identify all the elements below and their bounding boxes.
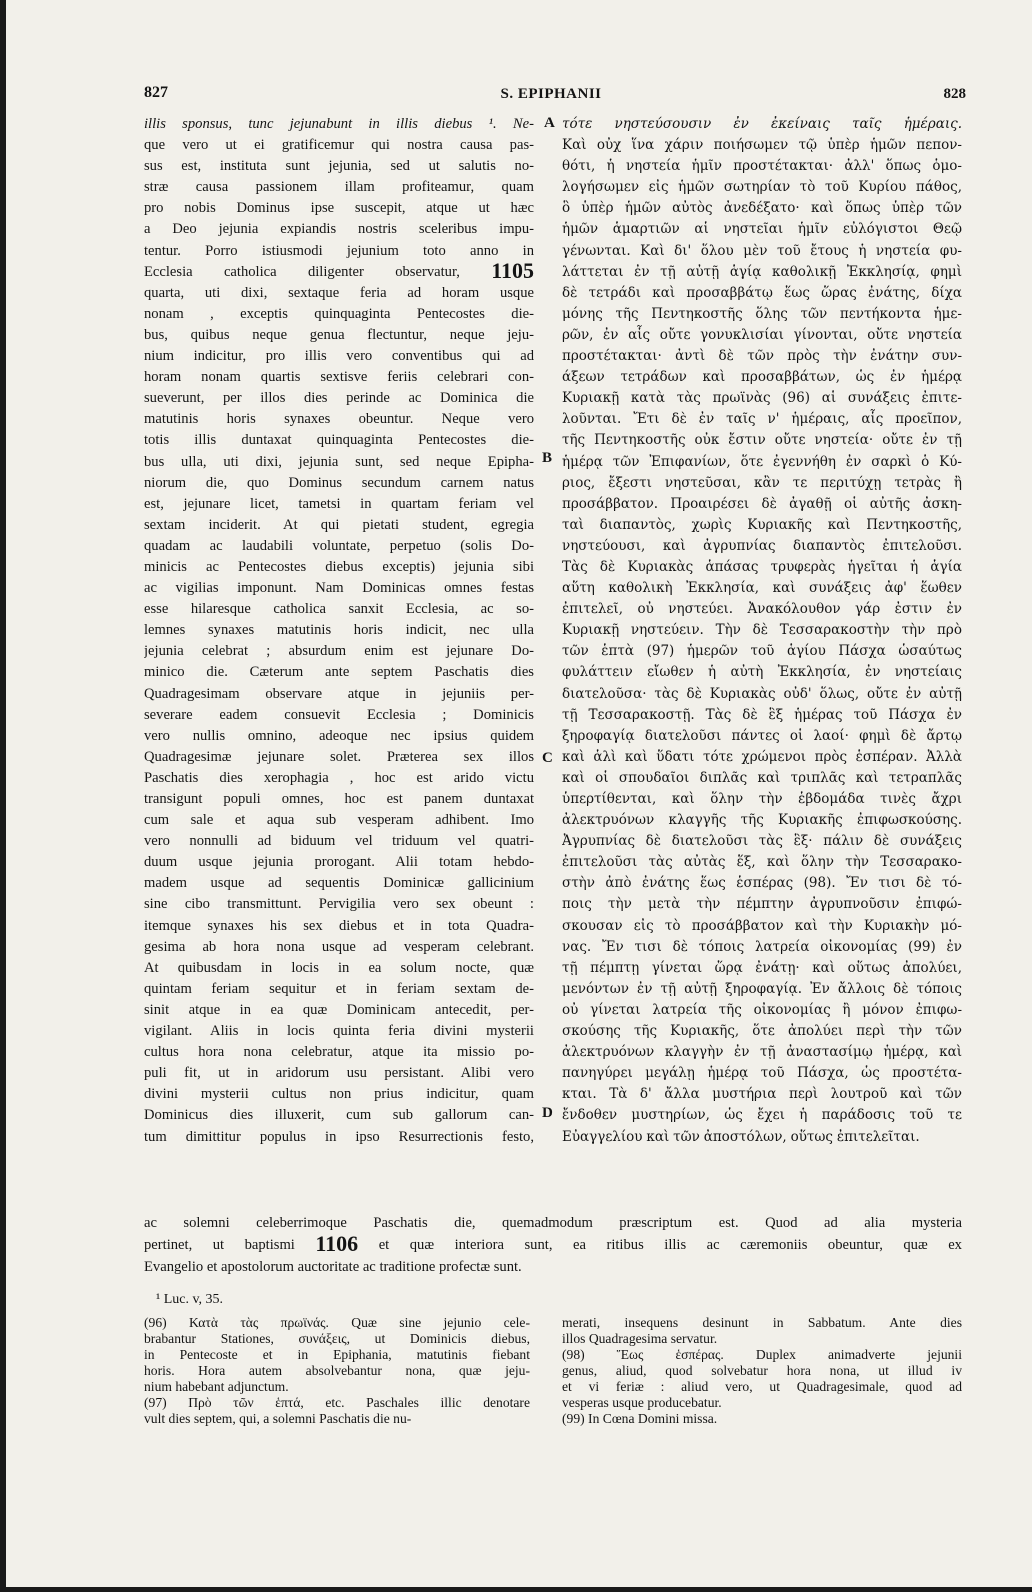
text-line: quarta, uti dixi, sextaque feria ad horam usque bbox=[144, 284, 534, 301]
text-line: δὲ τετράδι καὶ προσαββάτῳ ἕως ὥρας ἐνάτης, δίχα bbox=[562, 284, 962, 301]
text-line: (96) Κατὰ τὰς πρωϊνάς. Quæ sine jejunio cele- bbox=[144, 1315, 530, 1330]
text-line: sueverunt, per illos dies perinde ac Dominica die bbox=[144, 390, 534, 407]
text-line: Τὰς δὲ Κυριακὰς ἁπάσας τρυφερὰς ἡγεῖται ἡ ἁγία bbox=[562, 558, 962, 575]
conclusion-line bbox=[144, 1234, 962, 1256]
column-number-1105: 1105 bbox=[491, 261, 534, 283]
text-line: nium indicitur, pro illis vero conventibus qui ad bbox=[144, 348, 534, 365]
text-line: διατελοῦσα· τὰς δὲ Κυριακὰς οὐδ' ὅλως, οὔτε ἐν αὐτῇ bbox=[562, 685, 962, 702]
text-line: ἀλεκτρυόνων κλαγγὴν ἐν τῇ ἀναστασίμῳ ἡμέρᾳ, καὶ bbox=[562, 1044, 962, 1061]
text-line: φυλάττειν εἴωθεν ἡ αὐτὴ Ἐκκλησία, ἐν νηστείαις bbox=[562, 664, 962, 681]
editor-notes-right bbox=[562, 1315, 962, 1427]
running-header bbox=[136, 84, 966, 110]
text-line: minicis ac Pentecostes diebus exceptis) jejunia sibi bbox=[144, 558, 534, 575]
text-line: προσάββατον. Προαιρέσει δὲ ἀγαθῇ οἱ αὐτῆς ἀσκη- bbox=[562, 495, 962, 512]
section-marker-a: A bbox=[544, 115, 555, 131]
text-line: horam nonam quartis sextisve feriis celebrari con- bbox=[144, 369, 534, 386]
text-line: μόνης τῆς Πεντηκοστῆς ὅλης τῶν πεντήκοντα ἡμε- bbox=[562, 305, 962, 322]
text-line: bus, quibus neque genua flectuntur, neque jeju- bbox=[144, 326, 534, 343]
scripture-footnote: ¹ Luc. v, 35. bbox=[156, 1292, 224, 1307]
text-line: madem usque ad sequentis Dominicæ gallicinium bbox=[144, 875, 534, 892]
conclusion-text: pertinet, ut baptismi bbox=[144, 1237, 295, 1253]
text-line: στὴν ἀπὸ ἐνάτης ἕως ἑσπέρας (98). Ἔν τισι δὲ τό- bbox=[562, 875, 962, 892]
text-line: divini mysterii cultus non prius indicitur, quam bbox=[144, 1086, 534, 1103]
text-line: Quadragesimæ jejunare solet. Præterea sex illos bbox=[144, 748, 534, 765]
text-line: itemque synaxes his sex diebus et in tota Quadra- bbox=[144, 917, 534, 934]
text-line: νας. Ἔν τισι δὲ τόποις λατρεία οἰκονομίας (99) ἐν bbox=[562, 938, 962, 955]
text-line: Κυριακῇ νηστεύειν. Τὴν δὲ Τεσσαρακοστὴν τὴν πρὸ bbox=[562, 622, 962, 639]
text-line: ἀλεκτρυόνων κλαγγῆς τῆς Κυριακῆς ἐπιφωσκούσης. bbox=[562, 812, 962, 829]
text-line: in Pentecoste et in Epiphania, matutinis fiebant bbox=[144, 1347, 530, 1362]
text-line: Εὐαγγελίου καὶ τῶν ἀποστόλων, οὕτως ἐπιτελεῖται. bbox=[562, 1128, 920, 1145]
conclusion-text: et quæ interiora sunt, ea ritibus illis ac cæremoniis obeuntur, quæ ex bbox=[378, 1237, 962, 1253]
section-marker-d: D bbox=[542, 1105, 553, 1121]
text-line: a Deo jejunia expiandis nostris sceleribus impu- bbox=[144, 221, 534, 238]
conclusion-line: ac solemni celeberrimoque Paschatis die, quemadmodum præscriptum est. Quod ad alia mysteria bbox=[144, 1215, 962, 1231]
text-line: ταὶ διαπαντὸς, χωρὶς Κυριακῆς καὶ Πεντηκοστῆς, bbox=[562, 516, 962, 533]
text-line: ξηροφαγίᾳ διατελοῦσι πάντες οἱ λαοί· φημὶ δὲ ἄρτῳ bbox=[562, 727, 962, 744]
text-line: puli fit, ut in aridorum usu persistant. Alibi vero bbox=[144, 1065, 534, 1082]
text-line: illis sponsus, tunc jejunabunt in illis diebus ¹. Ne- bbox=[144, 116, 534, 132]
editor-notes-left bbox=[144, 1315, 530, 1427]
text-line: vesperas usque producebatur. bbox=[562, 1395, 722, 1410]
text-line: ρῶν, ἐν αἷς οὔτε γονυκλισίαι γίνονται, οὔτε νηστεία bbox=[562, 326, 962, 343]
text-line: et vi feriæ : aliud vero, ut Quadragesimale, quod ad bbox=[562, 1379, 962, 1394]
text-line: Καὶ οὐχ ἵνα χάριν ποιήσωμεν τῷ ὑπὲρ ἡμῶν πεπον- bbox=[562, 137, 962, 154]
text-line: genus, aliud, quod solvebatur hora nona, ut illud iv bbox=[562, 1363, 962, 1378]
text-line: totis illis duntaxat quinquaginta Pentecostes die- bbox=[144, 432, 534, 449]
text-line: σκουσαν εἰς τὸ προσάββατον καὶ τὴν Κυριακὴν μό- bbox=[562, 917, 962, 934]
text-line: jejunia celebrat ; absurdum enim est jejunare Do- bbox=[144, 643, 534, 660]
text-line: καὶ ἁλὶ καὶ ὕδατι τότε χρώμενοι πρὸς ἑσπέραν. Ἀλλὰ bbox=[562, 748, 962, 765]
text-line: lemnes synaxes matutinis horis indicit, nec ulla bbox=[144, 622, 534, 639]
text-line: vero nonnulli ad biduum vel triduum vel quatri- bbox=[144, 833, 534, 850]
text-line: pro nobis Dominus ipse suscepit, atque ut hæc bbox=[144, 200, 534, 217]
text-line: sine cibo transmittunt. Pervigilia vero sex obeunt : bbox=[144, 896, 534, 913]
text-line: illos Quadragesima servatur. bbox=[562, 1331, 718, 1346]
text-line: άξεων τετράδων καὶ προσαββάτων, ὡς ἐν ἡμέρᾳ bbox=[562, 369, 962, 386]
text-line: transigunt populi omnes, hoc est panem duntaxat bbox=[144, 791, 534, 807]
text-line: quadam ac laudabili voluntate, perpetuo (solis Do- bbox=[144, 537, 534, 554]
text-line: ἡμέρᾳ τῶν Ἐπιφανίων, ὅτε ἐγεννήθη ἐν σαρκὶ ὁ Κύ- bbox=[562, 453, 962, 470]
text-line: νηστεύουσι, καὶ ἀγρυπνίας διαπαντὸς ἐπιτελοῦσι. bbox=[562, 537, 962, 554]
text-line: λάττεται ἐν τῇ αὐτῇ ἁγίᾳ καθολικῇ Ἐκκλησίᾳ, φημὶ bbox=[562, 263, 962, 280]
text-line: γένωνται. Καὶ δι' ὅλου μὲν τοῦ ἔτους ἡ νηστεία φυ- bbox=[562, 242, 962, 259]
text-line: vero nullis omnino, adeoque nec ipsius quidem bbox=[144, 727, 534, 744]
text-line: cum sale et aqua sub vesperam adhibent. Imo bbox=[144, 812, 534, 829]
text-line: niorum die, quo Dominus secundum carnem natus bbox=[144, 474, 534, 491]
text-line: καὶ οἱ σπουδαῖοι διπλᾶς καὶ τριπλᾶς καὶ τετραπλᾶς bbox=[562, 769, 962, 786]
text-line: ἔνδοθεν μυστηρίων, ὡς ἔχει ἡ παράδοσις τοῦ τε bbox=[562, 1107, 962, 1124]
text-line: duum usque jejunia prorogant. Alii totam hebdo- bbox=[144, 854, 534, 871]
text-line: τῇ Τεσσαρακοστῇ. Τὰς δὲ ἓξ ἡμέρας τοῦ Πάσχα ἐν bbox=[562, 706, 962, 723]
text-line: bus ulla, uti dixi, jejunia sunt, sed neque Epipha- bbox=[144, 453, 534, 470]
text-line: stræ causa passionem illam profiteamur, quam bbox=[144, 179, 534, 196]
section-marker-c: C bbox=[542, 750, 553, 766]
text-line: τῇ πέμπτῃ γίνεται ὥρᾳ ἐνάτῃ· καὶ οὕτως ἀπολύει, bbox=[562, 959, 962, 976]
text-line: (98) Ἕως ἑσπέρας. Duplex animadverte jejunii bbox=[562, 1347, 962, 1362]
text-line: Quadragesimam observare atque in jejuniis per- bbox=[144, 685, 534, 702]
text-line: τῶν ἑπτὰ (97) ἡμερῶν τοῦ ἁγίου Πάσχα ὡσαύτως bbox=[562, 643, 962, 660]
text-line: que vero ut ei gratificemur qui nostra causa pas- bbox=[144, 137, 534, 154]
text-line-part: Ecclesia catholica diligenter observatur, bbox=[144, 263, 460, 280]
full-width-conclusion bbox=[144, 1212, 962, 1278]
text-line: esse hilaresque catholica sanxit Ecclesia, ac so- bbox=[144, 601, 534, 618]
greek-column bbox=[562, 114, 962, 1148]
text-line: sextam inciderit. At qui pietati student, egregia bbox=[144, 516, 534, 533]
text-line: matutinis horis synaxes obeuntur. Neque vero bbox=[144, 411, 534, 428]
text-line: σκούσης τῆς Κυριακῆς, ὅτε ἀπολύει περὶ τὴν τῶν bbox=[562, 1023, 962, 1040]
text-line: τῆς Πεντηκοστῆς οὐκ ἔστιν οὔτε νηστεία· οὔτε ἐν τῇ bbox=[562, 432, 962, 449]
text-line: brabantur Stationes, συνάξεις, ut Dominicis diebus, bbox=[144, 1331, 530, 1346]
text-line: ἐπιτελεῖ, οὐ νηστεύει. Ἀνακόλουθον γάρ ἐστιν ἐν bbox=[562, 601, 962, 618]
text-line: οὐ γίνεται λατρεία τῆς οἰκονομίας ἢ μόνον ἐπιφω- bbox=[562, 1001, 962, 1018]
text-line: μενόντων ἐν τῇ αὐτῇ ξηροφαγίᾳ. Ἐν ἄλλοις δὲ τόποις bbox=[562, 980, 962, 997]
text-line: ριος, ἔξεστι νηστεῦσαι, κἂν τε περιτύχῃ τετρὰς ἢ bbox=[562, 474, 962, 491]
text-line: est, jejunare licet, tametsi in quartam feriam vel bbox=[144, 495, 534, 512]
text-line: ἐπιτελοῦσι τὰς αὐτὰς ἕξ, καὶ ὅλην τὴν Τεσσαρακο- bbox=[562, 854, 962, 871]
text-line: Ἀγρυπνίας δὲ διατελοῦσι τὰς ἓξ· πάλιν δὲ συνάξεις bbox=[562, 833, 962, 850]
text-line: πανηγύρει μεγάλῃ ἡμέρᾳ τοῦ Πάσχα, ὡς προστέτα- bbox=[562, 1065, 962, 1082]
text-line: horis. Hora autem absolvebantur nona, quæ jeju- bbox=[144, 1363, 530, 1378]
text-line: τότε νηστεύσουσιν ἐν ἐκείναις ταῖς ἡμέραις. bbox=[562, 116, 962, 132]
text-line: cultus hora nona celebratur, atque ita missio po- bbox=[144, 1044, 534, 1061]
text-line: κται. Τὰ δ' ἄλλα μυστήρια περὶ λουτροῦ καὶ τῶν bbox=[562, 1086, 962, 1103]
column-number-1106: 1106 bbox=[315, 1234, 359, 1256]
text-line: Κυριακῇ κατὰ τὰς πρωϊνὰς (96) αἱ συνάξεις ἐπιτε- bbox=[562, 390, 962, 407]
text-line: minico die. Cæterum ante septem Paschatis dies bbox=[144, 664, 534, 681]
conclusion-line: Evangelio et apostolorum auctoritate ac traditione profectæ sunt. bbox=[144, 1259, 522, 1275]
running-title: S. EPIPHANII bbox=[500, 86, 602, 102]
text-line: nonam , exceptis quinquaginta Pentecostes die- bbox=[144, 305, 534, 322]
page-number-left: 827 bbox=[144, 84, 168, 101]
text-line: ὑπερτίθενται, καὶ ὅλην τὴν ἑβδομάδα τινὲς ἄχρι bbox=[562, 791, 962, 807]
text-line: ac vigilias imponunt. Nam Dominicas omnes festas bbox=[144, 580, 534, 597]
text-line: sinit atque in ea quæ Dominicam antecedit, per- bbox=[144, 1001, 534, 1018]
text-line: Dominicus dies illuxerit, cum sub gallorum can- bbox=[144, 1107, 534, 1124]
text-line: θότι, ἡ νηστεία ἡμῖν προστέτακται· ἀλλ' ὅπως ὁμο- bbox=[562, 158, 962, 175]
text-line: ποις τὴν μετὰ τὴν πέμπτην ἀγρυπνοῦσιν ἐπιφώ- bbox=[562, 896, 962, 913]
page-number-right: 828 bbox=[943, 86, 966, 102]
text-line: αὕτη καθολικὴ Ἐκκλησία, καὶ συνάξεις ἀφ' ἕωθεν bbox=[562, 580, 962, 597]
text-line: ἡμῶν ἁμαρτιῶν αἱ νηστεῖαι ἡμῖν εὐλόγιστοι Θεῷ bbox=[562, 221, 962, 238]
text-line: ὃ ὑπὲρ ἡμῶν αὐτὸς ἀνεδέξατο· καὶ ὅπως ὑπὲρ τῶν bbox=[562, 200, 962, 217]
text-line bbox=[144, 262, 534, 283]
text-line: (99) In Cœna Domini missa. bbox=[562, 1411, 718, 1426]
text-line: severare eadem consuevit Ecclesia ; Dominicis bbox=[144, 706, 534, 723]
text-line: tentur. Porro istiusmodi jejunium toto anno in bbox=[144, 242, 534, 259]
text-line: nium habebant adjunctum. bbox=[144, 1379, 289, 1394]
text-line: quintam feriam sequitur et in feriam sextam de- bbox=[144, 980, 534, 997]
text-line: vigilant. Aliis in locis quinta feria divini mysterii bbox=[144, 1023, 534, 1040]
text-line: sus est, instituta sunt jejunia, sed ut salutis no- bbox=[144, 158, 534, 175]
text-line: (97) Πρὸ τῶν ἑπτά, etc. Paschales illic denotare bbox=[144, 1395, 530, 1410]
text-line: merati, insequens desinunt in Sabbatum. Ante dies bbox=[562, 1315, 962, 1330]
text-line: Paschatis dies xerophagia , hoc est arido victu bbox=[144, 769, 534, 786]
text-line: At quibusdam in locis in ea solum nocte, quæ bbox=[144, 959, 534, 976]
text-line: tum dimittitur populus in ipso Resurrectionis festo, bbox=[144, 1128, 534, 1145]
text-line: vult dies septem, qui, a solemni Paschatis die nu- bbox=[144, 1411, 412, 1426]
text-line: προστέτακται· ἀντὶ δὲ τῶν πρὸς τὴν ἐνάτην συν- bbox=[562, 348, 962, 365]
text-line: λογήσωμεν εἰς ἡμῶν σωτηρίαν τὸ τοῦ Κυρίου πάθος, bbox=[562, 179, 962, 196]
latin-column bbox=[144, 114, 534, 1148]
text-line: λοῦνται. Ἔτι δὲ ἐν ταῖς ν' ἡμέραις, αἷς προεῖπον, bbox=[562, 411, 962, 428]
text-line: gesima ab hora nona usque ad vesperam celebrant. bbox=[144, 938, 534, 955]
section-marker-b: B bbox=[542, 450, 553, 466]
